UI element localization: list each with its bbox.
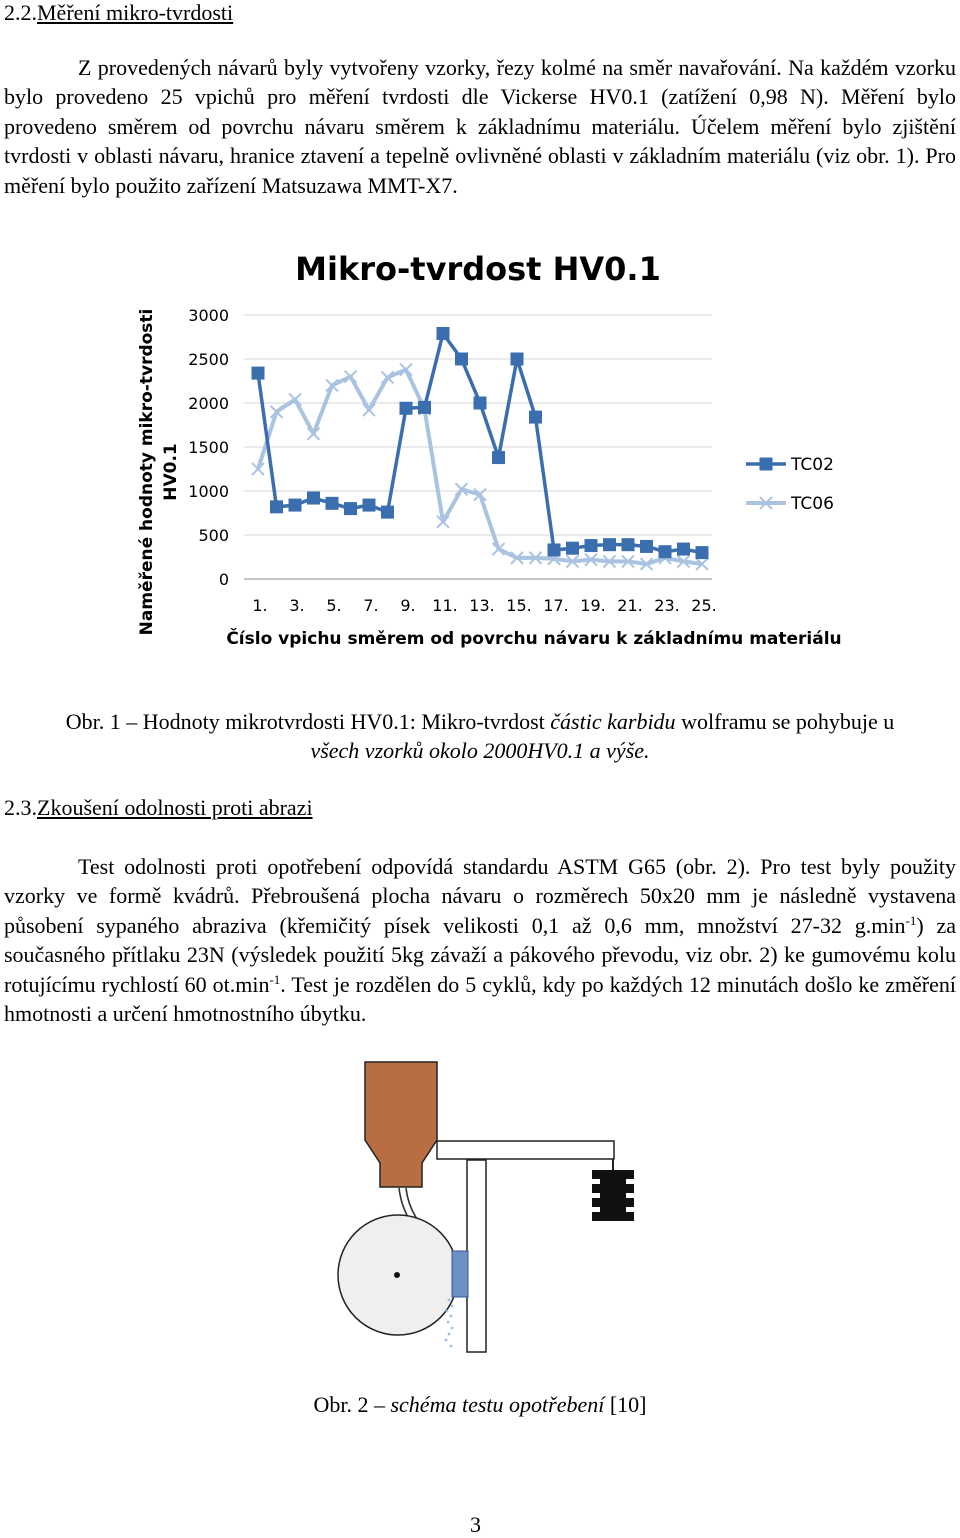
hardness-line-chart [125,240,845,660]
figure-2-caption-prefix: Obr. 2 – [313,1392,391,1417]
chart-x-tick-label: 3. [289,596,305,615]
data-point-tc02 [585,539,598,552]
data-point-tc02 [344,502,357,515]
section-2-2-number: 2.2. [4,0,37,25]
series-tc02 [252,327,709,559]
data-point-tc02 [511,353,524,366]
section-2-2-heading [4,0,233,26]
figure-1-caption-line-2 [4,736,956,765]
section-2-3-heading [4,795,313,821]
figure-2-caption [4,1390,956,1419]
figure-1-caption [4,707,956,765]
chart-y-tick-label: 2500 [188,350,229,369]
paragraph-2-part-1: Test odolnosti proti opotřebení odpovídá standardu ASTM G65 (obr. 2). Pro test byly použity vzorky ve formě kvádrů. Přebroušená plocha návaru o rozměrech 50x20 mm je následně vystavena působení sypaného abraziva (křemičitý písek velikosti 0,1 až 0,6 mm, množství 27-32 g.min [4,854,956,938]
figure-1-caption-mid: wolframu se pohybuje u [675,709,895,734]
chart-x-tick-label: 21. [617,596,643,615]
wheel-axle [394,1272,400,1278]
legend-label-tc02: TC02 [791,455,834,475]
data-point-tc02 [418,401,431,414]
weight-plate-1 [592,1170,634,1179]
chart-x-tick-label: 13. [469,596,495,615]
chart-legend [746,455,834,514]
section-2-3-title: Zkoušení odolnosti proti abrazi [37,795,313,820]
chart-y-tick-label: 0 [218,570,229,589]
figure-2-caption-italic: schéma testu opotřebení [390,1392,605,1417]
data-point-tc02 [548,543,561,556]
lever-vertical-arm [467,1160,486,1352]
paragraph-1 [4,53,956,200]
lever-horizontal-arm [437,1141,614,1159]
chart-title: Mikro-tvrdost HV0.1 [295,250,661,288]
weight-spacer-3 [600,1207,626,1212]
chart-x-tick-label: 23. [654,596,680,615]
weight-spacer-2 [600,1193,626,1198]
data-point-tc02 [437,327,450,340]
figure-2-caption-suffix: [10] [604,1392,647,1417]
chart-x-tick-label: 17. [543,596,569,615]
chart-y-axis-label-line-2: HV0.1 [161,443,181,501]
paragraph-2-sup-1: -1 [905,912,917,928]
chart-x-tick-label: 1. [252,596,268,615]
legend-label-tc06: TC06 [791,494,834,514]
data-point-tc02 [270,500,283,513]
data-point-tc02 [529,411,542,424]
data-point-tc02 [252,367,265,380]
data-point-tc02 [603,538,616,551]
chart-y-tick-labels [188,306,229,589]
weight-plate-3 [592,1198,634,1207]
legend-marker-tc02 [760,458,773,471]
chart-y-tick-label: 3000 [188,306,229,325]
chart-y-tick-label: 1500 [188,438,229,457]
data-point-tc02 [307,492,320,505]
paragraph-2-sup-2: -1 [269,971,281,987]
paragraph-1-text: Z provedených návarů byly vytvořeny vzorky, řezy kolmé na směr navařování. Na každém vzorku bylo provedeno 25 vpichů pro měření tvrdosti dle Vickerse HV0.1 (zatížení 0,98 N). Měření bylo provedeno směrem od povrchu návaru směrem k základnímu materiálu. Účelem měření bylo zjištění tvrdosti v oblasti návaru, hranice ztavení a tepelně ovlivněné oblasti v základním materiálu (viz obr. 1). Pro měření bylo použito zařízení Matsuzawa MMT-X7. [4,55,956,198]
chart-x-tick-labels [252,596,716,615]
data-point-tc02 [696,546,709,559]
data-point-tc02 [659,545,672,558]
weight-plate-2 [592,1184,634,1193]
data-point-tc02 [566,542,579,555]
chart-gridlines [244,315,712,579]
data-point-tc02 [289,499,302,512]
chart-series-group [252,327,709,570]
chart-y-tick-label: 500 [198,526,229,545]
data-point-tc02 [363,499,376,512]
chart-y-tick-label: 2000 [188,394,229,413]
figure-1-caption-prefix: Obr. 1 – Hodnoty mikrotvrdosti HV0.1: Mikro-tvrdost [65,709,551,734]
chart-x-tick-label: 7. [363,596,379,615]
chart-x-tick-label: 15. [506,596,532,615]
data-point-tc02 [640,540,653,553]
data-point-tc02 [400,402,413,415]
paragraph-2 [4,852,956,1028]
chart-x-tick-label: 5. [326,596,342,615]
chart-x-tick-label: 11. [432,596,458,615]
chart-y-tick-label: 1000 [188,482,229,501]
data-point-tc06 [363,404,375,416]
data-point-tc02 [677,543,690,556]
page-number: 3 [470,1512,481,1537]
chart-x-tick-label: 19. [580,596,606,615]
sand-hopper [365,1062,437,1187]
series-line-tc02 [258,333,702,552]
chart-x-axis-label: Číslo vpichu směrem od povrchu návaru k základnímu materiálu [226,629,842,649]
figure-1-caption-line-1 [4,707,956,736]
section-2-3-number: 2.3. [4,795,37,820]
figure-1-caption-italic-2: všech vzorků okolo 2000HV0.1 a výše. [310,738,650,763]
chart-x-tick-label: 9. [400,596,416,615]
paragraph-2-part-3: . Test je rozdělen do 5 cyklů, kdy po každých 12 minutách došlo ke změření hmotnosti a určení hmotnostního úbytku. [4,971,957,1027]
weight-plate-4 [592,1212,634,1221]
series-tc06 [252,364,708,570]
data-point-tc02 [474,397,487,410]
figure-1-caption-italic-1: částic karbidu [550,709,676,734]
data-point-tc02 [492,451,505,464]
data-point-tc02 [622,538,635,551]
chart-x-tick-label: 25. [691,596,717,615]
abrasion-test-diagram [290,1055,670,1355]
test-sample [452,1251,468,1297]
paragraph-2-part-2: ) za současného přítlaku 23N (výsledek použití 5kg závaží a pákového převodu, viz obr. 2) ke gumovému kolu rotujícímu rychlostí 60 ot.min [4,912,957,997]
weight-spacer-1 [600,1179,626,1184]
chart-y-axis-label-line-1: Naměřené hodnoty mikro-tvrdosti [137,308,157,636]
data-point-tc02 [381,506,394,519]
section-2-2-title: Měření mikro-tvrdosti [37,0,234,25]
data-point-tc02 [455,353,468,366]
data-point-tc02 [326,497,339,510]
